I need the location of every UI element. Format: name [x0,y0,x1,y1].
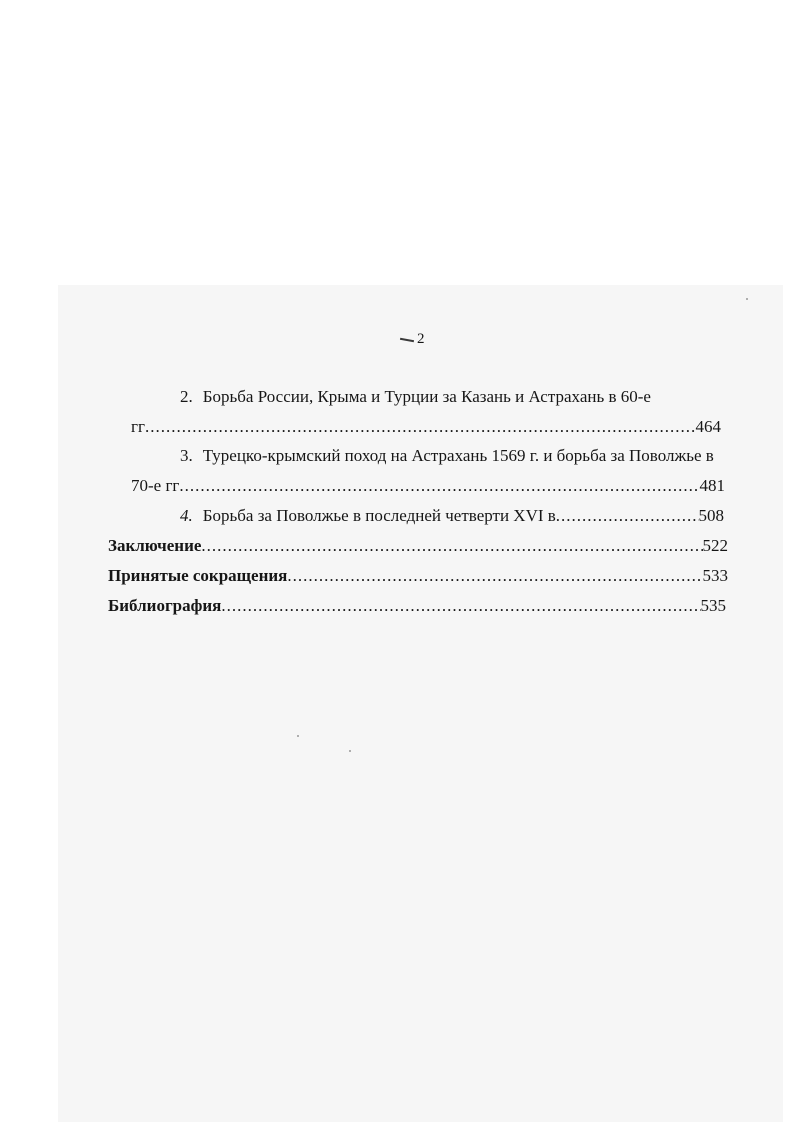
toc-entry-2-line1 [180,386,680,408]
toc-entry-4 [180,505,724,527]
toc-entry-4-leader [556,505,699,527]
toc-entry-3-page: 481 [699,476,725,495]
toc-entry-3-title-continued: 70-е гг [131,476,180,495]
toc-entry-3-leader [179,475,699,497]
scan-speck [349,750,351,752]
toc-entry-3-line1 [180,445,735,467]
toc-entry-2-line2 [131,416,721,438]
toc-entry-2-title-continued: гг [131,417,145,436]
toc-abbreviations-title: Принятые сокращения [108,566,288,585]
toc-entry-2-page: 464 [695,417,721,436]
toc-entry-2-title: Борьба России, Крыма и Турции за Казань и Астрахань в 60-е [202,387,651,406]
toc-conclusion [108,535,728,557]
scan-speck [297,735,299,737]
toc-conclusion-leader [201,535,702,557]
toc-bibliography-leader [221,595,700,617]
toc-abbreviations [108,565,728,587]
toc-conclusion-title: Заключение [108,536,202,555]
toc-bibliography-title: Библиография [108,596,222,615]
toc-bibliography [108,595,726,617]
toc-entry-3-number: 3. [180,446,193,465]
toc-entry-4-page: 508 [698,506,724,525]
toc-entry-2-number: 2. [180,387,193,406]
toc-entry-3-line2 [131,475,725,497]
toc-abbreviations-page: 533 [702,566,728,585]
toc-entry-3-title: Турецко-крымский поход на Астрахань 1569 г. и борьба за Поволжье в [202,446,714,465]
toc-entry-2-leader [145,416,696,438]
toc-entry-4-title: Борьба за Поволжье в последней четверти XVI в [202,506,556,525]
scan-speck [746,298,748,300]
toc-bibliography-page: 535 [700,596,726,615]
toc-abbreviations-leader [287,565,702,587]
toc-conclusion-page: 522 [702,536,728,555]
page-number-value: 2 [417,331,425,347]
toc-entry-4-number: 4. [180,506,193,525]
